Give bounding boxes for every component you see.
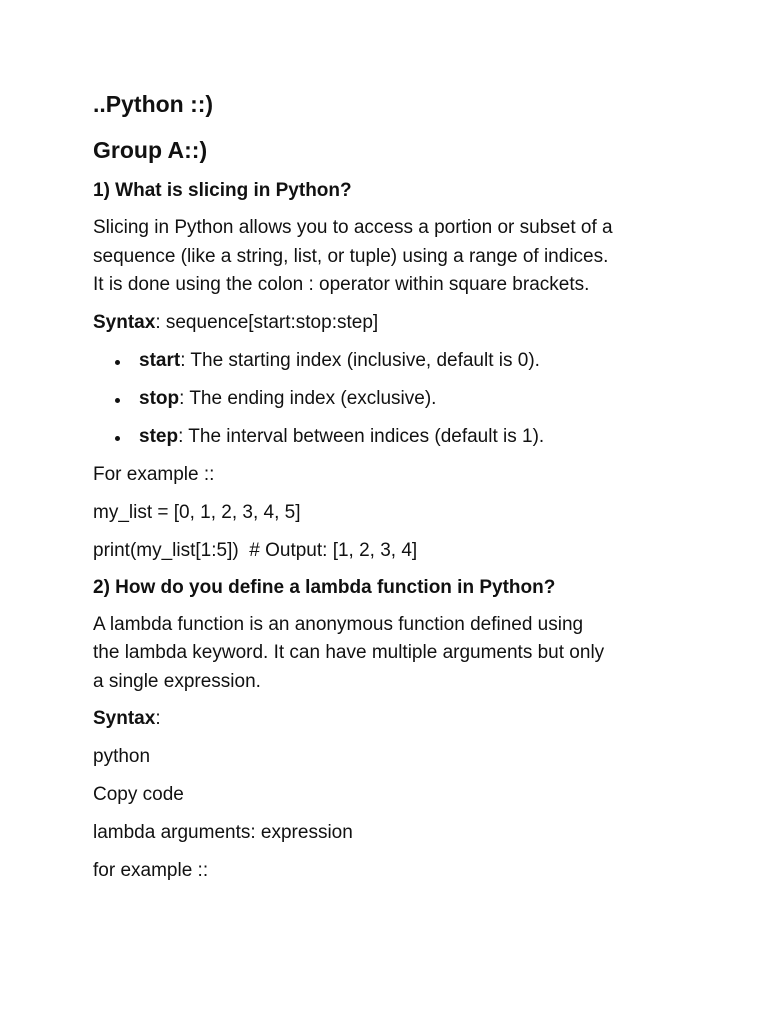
q1-para-line: Slicing in Python allows you to access a portion or subset of a (93, 217, 613, 238)
code-language-label: python (93, 746, 151, 767)
syntax-label: Syntax (93, 311, 156, 333)
example-intro: For example :: (93, 463, 215, 485)
bullet-desc: : The interval between indices (default is 1). (178, 425, 545, 447)
list-item (93, 347, 693, 375)
syntax-value: : sequence[start:stop:step] (155, 311, 379, 333)
document-page (93, 88, 693, 895)
syntax-label: Syntax (93, 708, 156, 729)
q2-para-line: A lambda function is an anonymous function defined using (93, 613, 584, 635)
syntax-colon: : (155, 708, 161, 729)
question-2-heading: 2) How do you define a lambda function in Python? (93, 576, 556, 598)
code-line: print(my_list[1:5]) # Output: [1, 2, 3, 4] (93, 539, 418, 561)
bullet-term: stop (139, 387, 180, 409)
bullet-icon (115, 398, 120, 403)
code-line: my_list = [0, 1, 2, 3, 4, 5] (93, 501, 301, 523)
question-1-paragraph (93, 214, 693, 300)
list-item (93, 423, 693, 451)
q1-para-line: It is done using the colon : operator within square brackets. (93, 274, 590, 295)
q2-para-line: a single expression. (93, 670, 261, 692)
code-line: lambda arguments: expression (93, 822, 353, 843)
bullet-desc: : The ending index (exclusive). (179, 387, 437, 409)
bullet-desc: : The starting index (inclusive, default is 0). (180, 349, 540, 371)
copy-code-text: Copy code (93, 784, 184, 805)
slice-parameter-list (93, 347, 693, 451)
question-1-syntax (93, 309, 693, 337)
example-intro: for example :: (93, 860, 209, 881)
document-title: ..Python ::) (93, 91, 214, 117)
bullet-icon (115, 360, 120, 365)
q2-para-line: the lambda keyword. It can have multiple arguments but only (93, 642, 605, 663)
list-item (93, 385, 693, 413)
question-2-paragraph (93, 611, 693, 697)
bullet-term: step (139, 425, 179, 447)
bullet-icon (115, 436, 120, 441)
bullet-term: start (139, 349, 181, 371)
question-1-heading: 1) What is slicing in Python? (93, 180, 352, 201)
q1-para-line: sequence (like a string, list, or tuple) using a range of indices. (93, 245, 609, 267)
group-heading: Group A::) (93, 137, 208, 163)
question-2-syntax (93, 705, 693, 733)
